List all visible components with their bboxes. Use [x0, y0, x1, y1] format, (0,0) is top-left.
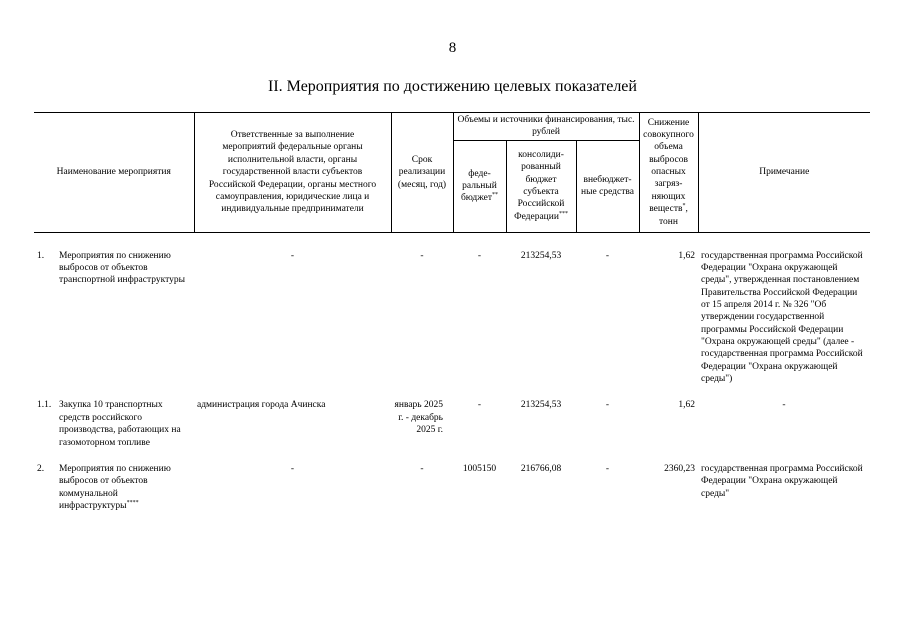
- row-name-cell: [34, 249, 194, 387]
- row-name: Мероприятия по снижению выбросов от объектов коммунальной инфраструктуры: [59, 463, 171, 512]
- row-name-cell: [34, 462, 194, 514]
- row-note: государственная программа Российской Федерации "Охрана окружающей среды": [701, 463, 863, 499]
- header-reduction-text: Снижение совокупного объема выбросов опасных загряз-няющих веществ: [643, 117, 694, 215]
- header-extra: внебюджет-ные средства: [576, 140, 639, 232]
- section-title: II. Мероприятия по достижению целевых показателей: [268, 78, 637, 95]
- header-consolidated-sup: ***: [558, 210, 568, 217]
- row-federal: 1005150: [462, 463, 497, 474]
- row-extra: -: [605, 400, 610, 411]
- row-responsible: -: [290, 463, 295, 474]
- row-name-sup: ****: [126, 499, 139, 506]
- row-number: 1.1.: [37, 400, 52, 411]
- row-extra: -: [605, 250, 610, 261]
- row-responsible: -: [290, 250, 295, 261]
- row-note: государственная программа Российской Федерации "Охрана окружающей среды", утвержденная постановлением Правительства Российской Федерации от 15 апреля 2014 г. № 326 "Об утверждении государственной программы Российской Федерации "Охрана окружающей среды" (далее - государственная программа Российской Федерации "Охрана окружающей среды"): [701, 250, 863, 385]
- row-federal: -: [477, 400, 482, 411]
- row-consolidated: 213254,53: [520, 250, 562, 261]
- row-consolidated: 213254,53: [520, 400, 562, 411]
- header-reduction: [639, 113, 698, 233]
- row-number: 2.: [37, 463, 45, 474]
- header-name: Наименование мероприятия: [34, 113, 194, 233]
- header-federal-sup: **: [492, 192, 499, 199]
- page-number: 8: [448, 40, 457, 56]
- row-name-cell: [34, 398, 194, 449]
- header-federal-text: феде-ральный бюджет: [460, 168, 497, 204]
- table-row: [34, 398, 870, 449]
- header-note: Примечание: [698, 113, 870, 233]
- row-responsible: администрация города Ачинска: [197, 400, 326, 411]
- row-name: Закупка 10 транспортных средств российского производства, работающих на газомоторном топливе: [59, 400, 181, 448]
- header-term: Срок реализации (месяц, год): [391, 113, 453, 233]
- header-reduction-unit: , тонн: [659, 204, 688, 227]
- row-reduction: 1,62: [678, 250, 696, 261]
- row-name-wrap: [59, 463, 191, 513]
- row-term: -: [420, 250, 424, 261]
- header-responsible: Ответственные за выполнение мероприятий федеральные органы исполнительной власти, органы государственной власти субъектов Российской Федерации, органы местного самоуправления, юридические лица и индивидуальные предприниматели: [194, 113, 391, 233]
- row-name: Мероприятия по снижению выбросов от объектов транспортной инфраструктуры: [59, 250, 185, 286]
- row-number: 1.: [37, 250, 45, 261]
- table-row: [34, 462, 870, 514]
- row-consolidated: 216766,08: [520, 463, 562, 474]
- header-consolidated: [506, 140, 576, 232]
- row-note: -: [782, 400, 786, 411]
- row-term: январь 2025 г. - декабрь 2025 г.: [394, 400, 443, 436]
- table-row: [34, 249, 870, 387]
- row-term: -: [420, 463, 424, 474]
- row-extra: -: [605, 463, 610, 474]
- measures-table: [34, 112, 870, 513]
- row-reduction: 1,62: [678, 400, 696, 411]
- header-federal: [453, 140, 506, 232]
- header-reduction-sup: *: [682, 203, 686, 210]
- row-federal: -: [477, 250, 482, 261]
- header-financing: Объемы и источники финансирования, тыс. рублей: [453, 113, 639, 141]
- row-reduction: 2360,23: [664, 463, 696, 474]
- header-consolidated-text: консолиди-рованный бюджет субъекта Российской Федерации: [514, 150, 565, 222]
